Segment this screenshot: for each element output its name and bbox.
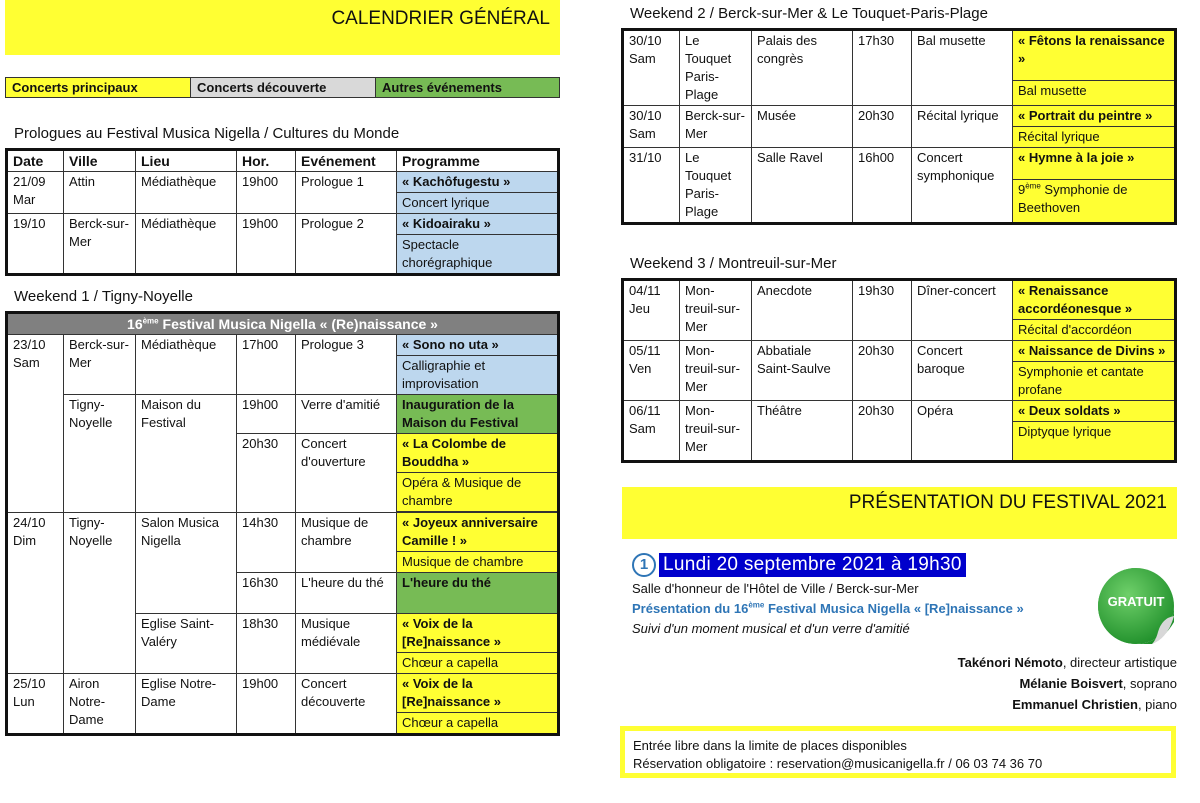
artist-name: Takénori Némoto — [957, 655, 1063, 670]
cell-programme: « Sono no uta » — [397, 335, 559, 356]
weekend1-table — [5, 311, 560, 736]
cell-event: Prologue 3 — [296, 335, 397, 395]
cell-event: Concert baroque — [912, 341, 1013, 401]
weekend1-title: Weekend 1 / Tigny-Noyelle — [14, 288, 193, 305]
cell-event: Musique de chambre — [296, 513, 397, 573]
table-row — [7, 172, 559, 193]
cell-programme: Inauguration de la Maison du Festival — [397, 395, 559, 434]
table-row — [623, 341, 1176, 362]
table-row — [623, 280, 1176, 320]
cell-programme: « Kachôfugestu » — [397, 172, 559, 193]
sub-sup: ème — [1025, 181, 1041, 191]
cell-programme-sub: Musique de chambre — [397, 552, 559, 573]
number-circle-icon — [632, 553, 656, 577]
presentation-datetime-line — [632, 553, 966, 577]
cell-ville: Berck-sur-Mer — [64, 214, 136, 275]
reservation-box — [620, 726, 1176, 778]
sub-post: Symphonie de Beethoven — [1018, 182, 1128, 215]
weekend2-title: Weekend 2 / Berck-sur-Mer & Le Touquet-Paris-Plage — [630, 5, 988, 22]
cell-hor: 18h30 — [237, 614, 296, 674]
presentation-number: 1 — [639, 556, 649, 573]
cell-date: 30/10 Sam — [623, 106, 680, 148]
cell-lieu: Eglise Saint-Valéry — [136, 614, 237, 674]
table-row — [623, 30, 1176, 81]
table-row — [7, 674, 559, 713]
festival-title-pre: Présentation du 16 — [632, 601, 749, 616]
cell-programme-sub: Bal musette — [1013, 81, 1176, 106]
cell-ville: Le Touquet Paris-Plage — [680, 30, 752, 106]
legend-other-events: Autres événements — [376, 78, 560, 98]
calendar-title-banner — [5, 0, 560, 55]
cell-programme-sub: Calligraphie et improvisation — [397, 356, 559, 395]
cell-date: 19/10 — [7, 214, 64, 275]
gratuit-text: GRATUIT — [1107, 594, 1165, 609]
cell-ville: Tigny-Noyelle — [64, 513, 136, 674]
cell-hor: 19h00 — [237, 395, 296, 434]
cell-hor: 19h00 — [237, 214, 296, 275]
cell-hor: 17h00 — [237, 335, 296, 395]
cell-ville: Mon-treuil-sur-Mer — [680, 401, 752, 462]
cell-lieu: Médiathèque — [136, 335, 237, 395]
legend-main-concerts: Concerts principaux — [6, 78, 191, 98]
cell-programme: « Kidoairaku » — [397, 214, 559, 235]
presentation-datetime: Lundi 20 septembre 2021 à 19h30 — [659, 553, 966, 577]
presentation-followup: Suivi d'un moment musical et d'un verre d'amitié — [632, 621, 910, 636]
cell-lieu: Médiathèque — [136, 172, 237, 214]
cell-ville: Le Touquet Paris-Plage — [680, 148, 752, 224]
cell-date: 23/10 Sam — [7, 335, 64, 513]
cell-date: 04/11 Jeu — [623, 280, 680, 341]
cell-programme: « Joyeux anniversaire Camille ! » — [397, 513, 559, 552]
artist-role: , directeur artistique — [1062, 655, 1177, 670]
cell-lieu: Théâtre — [752, 401, 853, 462]
cell-event: Prologue 1 — [296, 172, 397, 214]
table-row — [7, 214, 559, 235]
sub-pre: 9 — [1018, 182, 1026, 197]
cell-event: Musique médiévale — [296, 614, 397, 674]
cell-date: 31/10 — [623, 148, 680, 224]
cell-programme: « Hymne à la joie » — [1013, 148, 1176, 180]
cell-hor: 20h30 — [853, 341, 912, 401]
presentation-title: PRÉSENTATION DU FESTIVAL 2021 — [848, 492, 1167, 513]
cell-hor: 19h00 — [237, 674, 296, 735]
header-hor: Hor. — [237, 150, 296, 172]
artists-list — [958, 652, 1177, 715]
artist-role: , soprano — [1122, 676, 1177, 691]
cell-lieu: Salon Musica Nigella — [136, 513, 237, 614]
cell-date: 30/10 Sam — [623, 30, 680, 106]
cell-programme: L'heure du thé — [397, 573, 559, 614]
cell-hor: 20h30 — [853, 401, 912, 462]
header-event: Evénement — [296, 150, 397, 172]
cell-programme: « Fêtons la renaissance » — [1013, 30, 1176, 81]
header-date: Date — [7, 150, 64, 172]
festival-banner-row — [7, 313, 559, 335]
cell-programme-sub: Opéra & Musique de chambre — [397, 473, 559, 512]
cell-date: 06/11 Sam — [623, 401, 680, 462]
header-programme: Programme — [397, 150, 559, 172]
prologues-table — [5, 148, 560, 276]
prologues-title: Prologues au Festival Musica Nigella / Cultures du Monde — [14, 125, 400, 142]
cell-date: 05/11 Ven — [623, 341, 680, 401]
weekend3-table — [621, 278, 1177, 463]
cell-hor: 19h30 — [853, 280, 912, 341]
cell-ville: Mon-treuil-sur-Mer — [680, 341, 752, 401]
reservation-note-2: Réservation obligatoire : reservation@musicanigella.fr / 06 03 74 36 70 — [633, 756, 1043, 771]
cell-event: Concert d'ouverture — [296, 434, 397, 513]
festival-banner-post: Festival Musica Nigella « (Re)naissance » — [158, 316, 438, 332]
festival-title-post: Festival Musica Nigella « [Re]naissance » — [764, 601, 1024, 616]
cell-event: Concert symphonique — [912, 148, 1013, 224]
prologues-header-row — [7, 150, 559, 172]
cell-hor: 16h00 — [853, 148, 912, 224]
cell-event: Verre d'amitié — [296, 395, 397, 434]
table-row — [7, 335, 559, 356]
cell-ville: Attin — [64, 172, 136, 214]
cell-event: Concert découverte — [296, 674, 397, 735]
cell-programme-sub: Spectacle chorégraphique — [397, 235, 559, 275]
cell-lieu: Palais des congrès — [752, 30, 853, 106]
cell-date: 25/10 Lun — [7, 674, 64, 735]
cell-programme-sub: Symphonie et cantate profane — [1013, 362, 1176, 401]
table-row — [623, 148, 1176, 180]
cell-ville: Tigny-Noyelle — [64, 395, 136, 513]
cell-lieu: Eglise Notre-Dame — [136, 674, 237, 735]
table-row — [623, 106, 1176, 127]
header-lieu: Lieu — [136, 150, 237, 172]
cell-lieu: Maison du Festival — [136, 395, 237, 513]
cell-lieu: Musée — [752, 106, 853, 148]
cell-programme-sub — [1013, 180, 1176, 224]
cell-programme-sub: Concert lyrique — [397, 193, 559, 214]
cell-programme: « Renaissance accordéonesque » — [1013, 280, 1176, 320]
calendar-title: CALENDRIER GÉNÉRAL — [331, 8, 550, 29]
cell-hor: 20h30 — [853, 106, 912, 148]
presentation-banner — [622, 487, 1177, 539]
cell-event: Récital lyrique — [912, 106, 1013, 148]
cell-programme-sub: Récital d'accordéon — [1013, 320, 1176, 341]
weekend3-title: Weekend 3 / Montreuil-sur-Mer — [630, 255, 837, 272]
artist-line — [958, 673, 1177, 694]
cell-hor: 17h30 — [853, 30, 912, 106]
cell-programme: « Naissance de Divins » — [1013, 341, 1176, 362]
table-row — [623, 401, 1176, 422]
cell-programme-sub: Récital lyrique — [1013, 127, 1176, 148]
artist-line — [958, 694, 1177, 715]
cell-programme: « Voix de la [Re]naissance » — [397, 614, 559, 653]
legend-discovery-concerts: Concerts découverte — [191, 78, 376, 98]
artist-role: , piano — [1137, 697, 1177, 712]
cell-lieu: Médiathèque — [136, 214, 237, 275]
cell-programme-sub: Chœur a capella — [397, 653, 559, 674]
artist-line — [958, 652, 1177, 673]
cell-event: Opéra — [912, 401, 1013, 462]
cell-programme: « Voix de la [Re]naissance » — [397, 674, 559, 713]
presentation-festival-title — [632, 601, 1024, 616]
cell-programme-sub: Chœur a capella — [397, 713, 559, 735]
cell-programme: « La Colombe de Bouddha » — [397, 434, 559, 473]
table-row — [7, 395, 559, 434]
cell-programme: « Deux soldats » — [1013, 401, 1176, 422]
cell-hor: 20h30 — [237, 434, 296, 513]
cell-lieu: Abbatiale Saint-Saulve — [752, 341, 853, 401]
cell-event: L'heure du thé — [296, 573, 397, 614]
festival-banner-sup: ème — [142, 316, 159, 326]
festival-banner-pre: 16 — [127, 316, 143, 332]
cell-ville: Airon Notre-Dame — [64, 674, 136, 735]
cell-ville: Mon-treuil-sur-Mer — [680, 280, 752, 341]
artist-name: Mélanie Boisvert — [1019, 676, 1123, 691]
gratuit-badge — [1096, 566, 1176, 646]
cell-hor: 16h30 — [237, 573, 296, 614]
cell-programme-sub: Diptyque lyrique — [1013, 422, 1176, 462]
cell-programme: « Portrait du peintre » — [1013, 106, 1176, 127]
cell-ville: Berck-sur-Mer — [680, 106, 752, 148]
artist-name: Emmanuel Christien — [1012, 697, 1138, 712]
header-ville: Ville — [64, 150, 136, 172]
cell-event: Dîner-concert — [912, 280, 1013, 341]
festival-title-sup: ème — [748, 600, 765, 610]
cell-ville: Berck-sur-Mer — [64, 335, 136, 395]
presentation-venue: Salle d'honneur de l'Hôtel de Ville / Berck-sur-Mer — [632, 581, 919, 596]
table-row — [7, 513, 559, 552]
reservation-note-1: Entrée libre dans la limite de places disponibles — [633, 738, 907, 753]
color-legend — [5, 77, 560, 98]
cell-lieu: Anecdote — [752, 280, 853, 341]
cell-date: 24/10 Dim — [7, 513, 64, 674]
cell-hor: 19h00 — [237, 172, 296, 214]
cell-date: 21/09 Mar — [7, 172, 64, 214]
cell-hor: 14h30 — [237, 513, 296, 573]
weekend2-table — [621, 28, 1177, 225]
cell-event: Prologue 2 — [296, 214, 397, 275]
cell-lieu: Salle Ravel — [752, 148, 853, 224]
cell-event: Bal musette — [912, 30, 1013, 106]
